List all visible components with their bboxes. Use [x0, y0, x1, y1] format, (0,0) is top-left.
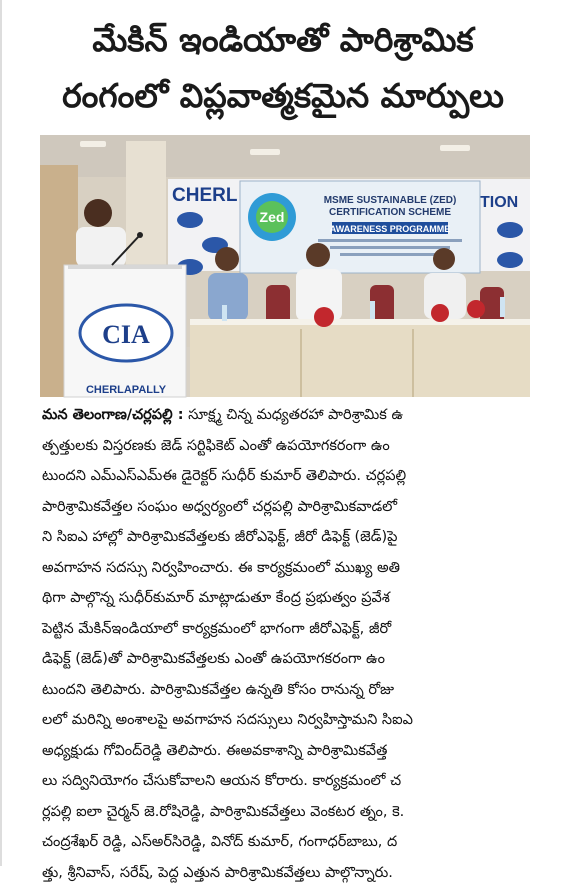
article-line-6: అవగాహన సదస్సు నిర్వహించారు. ఈ కార్యక్రమంలో ముఖ్య అతి: [42, 553, 534, 584]
article-line-1: [42, 400, 534, 431]
dateline: మన తెలంగాణ/చర్లపల్లి :: [42, 407, 184, 423]
headline: [22, 12, 544, 124]
article-line-2: త్పత్తులకు విస్తరణకు జెడ్ సర్టిఫికెట్ ఎంతో ఉపయోగకరంగా ఉం: [42, 431, 534, 462]
cia-logo-text: CIA: [102, 320, 150, 349]
event-photo-illustration: [40, 135, 530, 397]
event-photo: [40, 135, 530, 397]
headline-line-1: మేకిన్ ఇండియాతో పారిశ్రామిక: [22, 12, 544, 68]
article-line-11: లలో మరిన్ని అంశాలపై అవగాహన సదస్సులు నిర్వహిస్తామని సిఐఎ: [42, 705, 534, 736]
banner-title-1: MSME SUSTAINABLE (ZED): [324, 195, 457, 206]
article-line-1-text: సూక్ష్మ చిన్న మధ్యతరహా పారిశ్రామిక ఉ: [184, 407, 404, 423]
article-line-12: అధ్యక్షుడు గోవింద్‌రెడ్డి తెలిపారు. ఈఅవకాశాన్ని పారిశ్రామికవేత్త: [42, 736, 534, 767]
banner-title-2: CERTIFICATION SCHEME: [329, 207, 451, 218]
article-body: [42, 400, 534, 888]
article-line-16: త్తు, శ్రీనివాస్, సరేష్, పెద్ద ఎత్తున పారిశ్రామికవేత్తలు పాల్గొన్నారు.: [42, 858, 534, 888]
article-line-14: ర్లపల్లి ఐలా చైర్మన్ జె.రోషిరెడ్డి, పారిశ్రామికవేత్తలు వెంకటర త్నం, కె.: [42, 797, 534, 828]
article-line-15: చంద్రశేఖర్ రెడ్డి, ఎస్అర్‌సిరెడ్డి, వినోద్ కుమార్, గంగాధర్‌బాబు, ద: [42, 827, 534, 858]
zed-logo-text: Zed: [260, 209, 285, 225]
podium-text: CHERLAPALLY: [86, 384, 167, 396]
article-line-3: టుందని ఎమ్ఎస్ఎమ్ఈ డైరెక్టర్ సుధీర్ కుమార్ తెలిపారు. చర్లపల్లి: [42, 461, 534, 492]
headline-line-2: రంగంలో విప్లవాత్మకమైన మార్పులు: [22, 68, 544, 124]
article-line-8: పెట్టిన మేకిన్‌ఇండియాలో కార్యక్రమంలో భాగంగా జీరోఎఫెక్ట్, జీరో: [42, 614, 534, 645]
article-line-7: థిగా పాల్గొన్న సుధీర్‌కుమార్ మాట్లాడుతూ కేంద్ర ప్రభుత్వం ప్రవేశ: [42, 583, 534, 614]
banner-subtitle: AWARENESS PROGRAMME: [330, 224, 451, 234]
article-line-10: టుందని తెలిపారు. పారిశ్రామికవేత్తల ఉన్నతి కోసం రానున్న రోజు: [42, 675, 534, 706]
wall-text-left: CHERL: [172, 185, 238, 206]
wall-text-right: TION: [480, 194, 518, 211]
article-line-13: లు సద్వినియోగం చేసుకోవాలని ఆయన కోరారు. కార్యక్రమంలో చ: [42, 766, 534, 797]
article-line-5: ని సిఐఎ హాల్లో పారిశ్రామికవేత్తలకు జీరోఎఫెక్ట్, జీరో డిఫెక్ట్ (జెడ్)పై: [42, 522, 534, 553]
article-line-4: పారిశ్రామికవేత్తల సంఘం అధ్వర్యంలో చర్లపల్లి పారిశ్రామికవాడలో: [42, 492, 534, 523]
article-line-9: డిఫెక్ట్ (జెడ్)తో పారిశ్రామికవేత్తలకు ఎంతో ఉపయోగకరంగా ఉం: [42, 644, 534, 675]
